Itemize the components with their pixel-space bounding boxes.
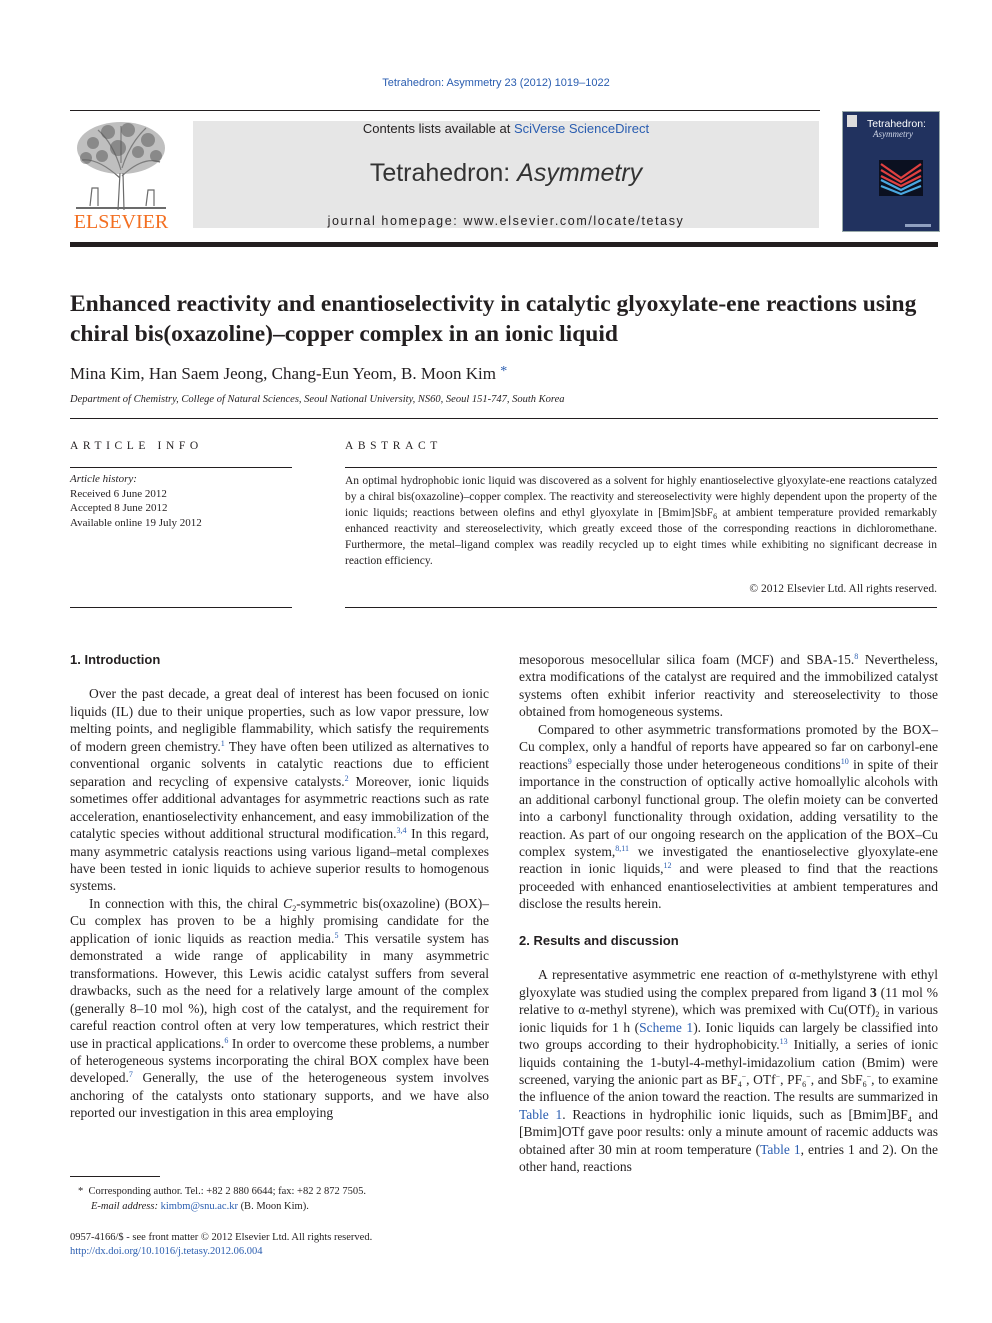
article-info-bottom-rule [70,607,292,608]
abstract-subscript: 6 [713,512,718,521]
top-rule [70,110,820,111]
sciencedirect-link[interactable]: SciVerse ScienceDirect [513,121,650,136]
history-label: Article history: [70,473,137,485]
contents-line [193,121,819,136]
corresponding-details: Corresponding author. Tel.: +82 2 880 6644; fax: +82 2 872 7505. [88,1186,366,1197]
email-link[interactable]: kimbm@snu.ac.kr [160,1200,238,1212]
contents-prefix: Contents lists available at [362,121,514,136]
abstract-copyright: © 2012 Elsevier Ltd. All rights reserved. [749,583,937,595]
left-column [70,651,489,1122]
abstract-heading: ABSTRACT [345,440,442,452]
footnote-mark: * [78,1186,84,1197]
journal-title [193,159,819,188]
abstract-text-part1: An optimal hydrophobic ionic liquid was discovered as a solvent for highly enantioselective glyoxylate-ene reactions catalyzed by a chiral bis(oxazoline)–copper complex. The reactivity and stereoselectivity were highly dependent upon the property of the ionic liquids; reactions between olefins and ethyl glyoxylate in [Bmim]SbF [345,475,937,519]
introduction-heading: 1. Introduction [70,652,161,667]
intro-paragraph-2: In connection with this, the chiral $C_2$-symmetric bis(oxazoline) (BOX)–Cu complex has proven to be a highly promising candidate for the application of ionic liquids as reaction media.$^5$ This versatile system has demonstrated a wide range of applicability in many asymmetric transformations. However, this Lewis acidic catalyst suffers from several drawbacks, such as the need for a relatively large amount of the complex (generally 8–10 mol %), high cost of the catalyst, and the requirement for careful reaction control often at very low temperatures, which restrict their use in practical applications.$^6$ In order to overcome these problems, a number of heterogeneous systems incorporating the chiral BOX complex have been developed.$^7$ Generally, the use of the heterogeneous system involves anchoring of the catalysts onto stationary supports, and we have also reported our investigation in this area employing [70,895,489,1121]
citation-text[interactable]: Tetrahedron: Asymmetry 23 (2012) 1019–1022 [382,77,610,89]
elsevier-tree-icon [68,118,174,212]
affiliation: Department of Chemistry, College of Natural Sciences, Seoul National University, NS60, Seoul 151-747, South Korea [70,394,565,405]
abstract-body [345,473,937,569]
intro-paragraph-1: Over the past decade, a great deal of interest has been focused on ionic liquids (IL) due to their unique properties, such as low vapor pressure, low melting points, and negligible flammability, which satisfy the requirements of modern green chemistry.$^1$ They have often been utilized as alternatives to conventional organic solvents in catalytic reactions due to efficient separation and recycling of expensive catalysts.$^2$ Moreover, ionic liquids sometimes offer additional advantages for asymmetric reactions such as rate acceleration, enantioselectivity enhancement, and easy immobilization of the catalytic species without additional structural modification.$^{3,4}$ In this regard, many asymmetric catalysis reactions using various ligand–metal complexes have been tested in ionic liquids to achieve superior results to homogenous systems. [70,686,490,894]
header-thick-rule [70,242,938,247]
article-info-heading: ARTICLE INFO [70,440,203,452]
article-info-rule [70,467,292,468]
corresponding-footnote [70,1185,490,1200]
email-footnote [70,1200,490,1215]
article-title: Enhanced reactivity and enantioselectivity in catalytic glyoxylate-ene reactions using chiral bis(oxazoline)–copper complex in an ionic liquid [70,291,917,347]
footnotes [70,1185,490,1214]
intro-paragraph-3: Compared to other asymmetric transformations promoted by the BOX–Cu complex, only a handful of reports have appeared so far on carbonyl-ene reactions$^9$ especially those under heterogeneous conditions$^{10}$ in spite of their importance in the construction of optically active homoallylic alcohols with an additional carbonyl functional group. The olefin moiety can be converted into a carbonyl functionality through oxidation, adding versatility to the reaction. As part of our ongoing research on the application of the BOX–Cu complex system,$^{8,11}$ we investigated the enantioselective glyoxylate-ene reaction in ionic liquids,$^{12}$ and were pleased to find that the reactions proceeded with enhanced enantioselectivities at ambient temperatures and disclose the results herein. [519,721,938,912]
elsevier-wordmark: ELSEVIER [73,211,169,233]
online-date: Available online 19 July 2012 [70,516,202,529]
front-matter-info [70,1231,490,1259]
elsevier-logo[interactable] [68,118,174,236]
author-list [70,364,507,384]
corresponding-author-mark[interactable]: * [500,364,508,379]
article-history [70,472,292,530]
cover-footer-mark [905,224,931,227]
journal-name-plain: Tetrahedron: [369,159,518,187]
accepted-date: Accepted 8 June 2012 [70,502,168,514]
email-label: E-mail address: [91,1200,158,1212]
journal-masthead [193,121,819,228]
footnote-rule [70,1176,160,1177]
author-names: Mina Kim, Han Saem Jeong, Chang-Eun Yeom, B. Moon Kim [70,364,496,383]
abstract-rule [345,467,937,468]
received-date: Received 6 June 2012 [70,487,167,500]
results-paragraph-1: A representative asymmetric ene reaction of α-methylstyrene with ethyl glyoxylate was studied using the complex prepared from ligand 3 (11 mol % relative to α-methyl styrene), which was premixed with $Cu(OTf)_2$ in various ionic liquids for 1 h (Scheme 1). Ionic liquids can largely be classified into two groups according to their hydrophobicity.$^{13}$ Initially, a series of ionic liquids containing the 1-butyl-4-methyl-imidazolium cation (Bmim) were screened, varying the anionic part as $BF_4^-$, OTf−, $PF_6^-$, and SbF$_6$−, to examine the influence of the anion toward the reaction. The results are summarized in Table 1. Reactions in hydrophilic ionic liquids, such as $[Bmim]BF_4$ and [Bmim]OTf gave poor results: only a minute amount of racemic adducts was obtained after 30 min at room temperature (Table 1, entries 1 and 2). On the other hand, reactions [519,967,938,1175]
affiliation-rule [70,418,938,419]
cover-badge-icon [847,115,857,127]
cover-title: Tetrahedron: [867,118,926,130]
journal-citation[interactable] [0,77,992,89]
doi-link[interactable]: http://dx.doi.org/10.1016/j.tetasy.2012.06.004 [70,1246,263,1257]
journal-homepage[interactable]: journal homepage: www.elsevier.com/locate/tetasy [327,214,685,228]
journal-cover-image[interactable] [842,111,940,232]
right-column [519,651,938,1176]
issn-line: 0957-4166/$ - see front matter © 2012 Elsevier Ltd. All rights reserved. [70,1232,373,1243]
intro-paragraph-2-cont: mesoporous mesocellular silica foam (MCF) and SBA-15.$^8$ Nevertheless, extra modifications of the catalyst are required and the immobilized catalyst systems often exhibit inferior reactivity and stereoselectivity to those obtained from homogeneous systems. [519,652,938,720]
journal-name-italic: Asymmetry [517,159,643,187]
cover-graphic-icon [879,160,923,196]
cover-subtitle: Asymmetry [873,129,913,139]
email-suffix: (B. Moon Kim). [237,1200,309,1212]
results-heading: 2. Results and discussion [519,932,679,948]
abstract-bottom-rule [345,607,937,608]
abstract-text-part2: at ambient temperature provided remarkably enhanced reactivity and stereoselectivity, which greatly exceed those of the corresponding reactions in dichloromethane. Furthermore, the metal–ligand complex was readily recycled up to eight times while exhibiting no significant decrease in reaction efficiency. [345,507,937,567]
